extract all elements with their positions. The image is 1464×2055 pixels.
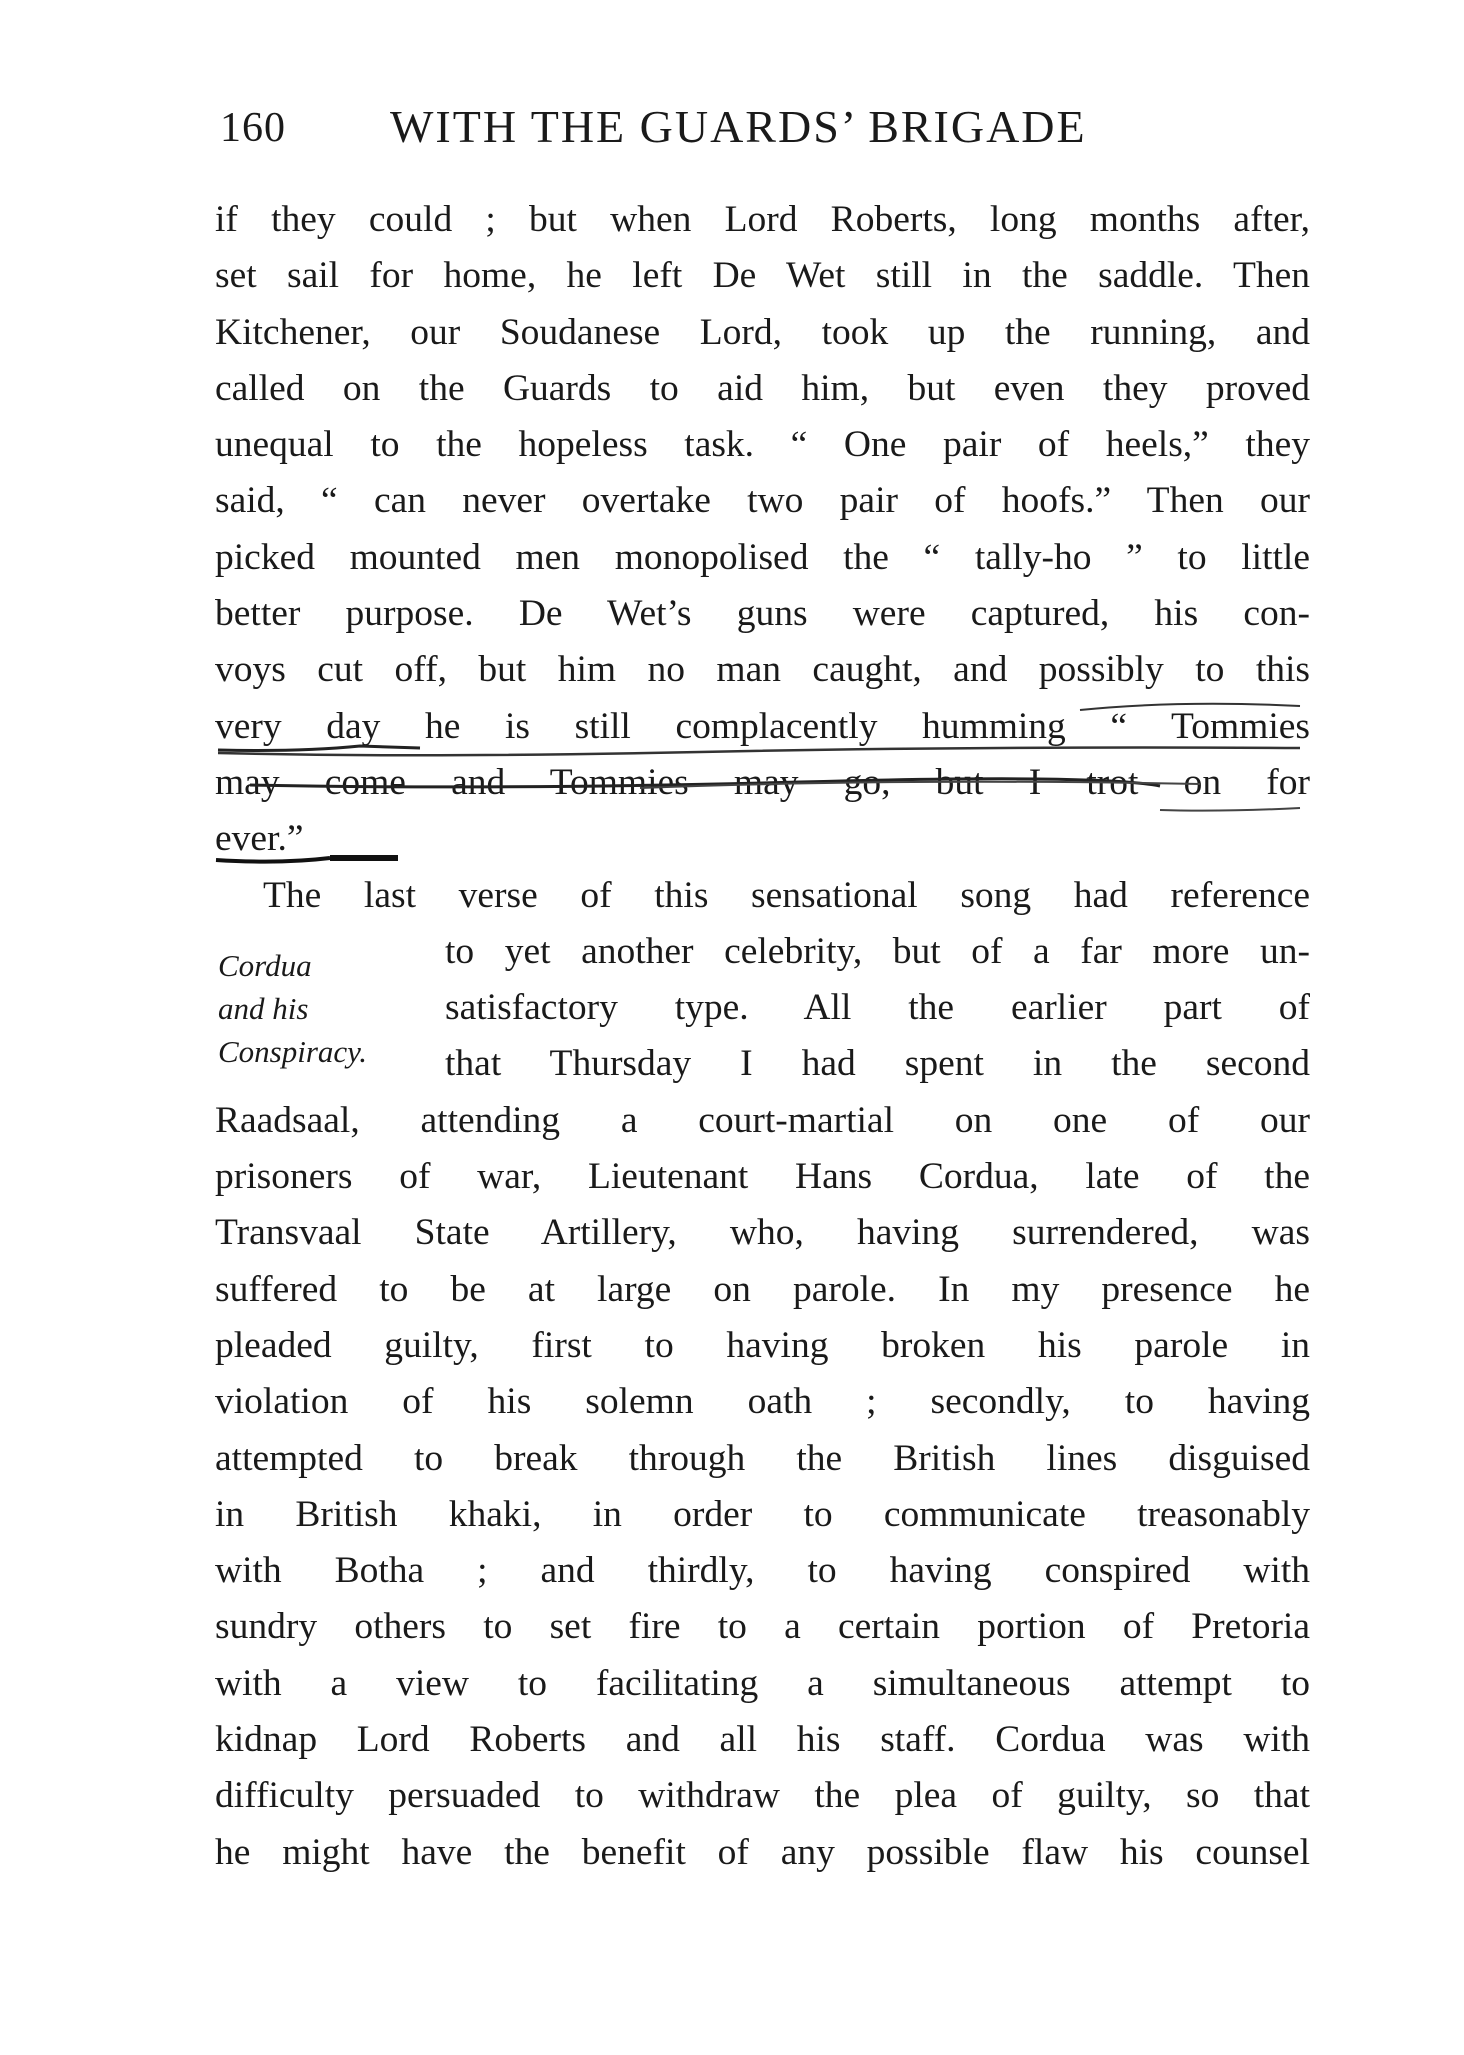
text-line: difficulty persuaded to withdraw the plea of guilty, so that xyxy=(215,1775,1310,1817)
running-head: WITH THE GUARDS’ BRIGADE xyxy=(390,101,1087,152)
text-line: Kitchener, our Soudanese Lord, took up the running, and xyxy=(215,311,1310,353)
margin-sidenote xyxy=(218,944,367,1073)
text-line: with a view to facilitating a simultaneous attempt to xyxy=(215,1662,1310,1704)
text-line: better purpose. De Wet’s guns were captured, his con- xyxy=(215,593,1310,635)
page-number: 160 xyxy=(220,105,286,151)
text-line: attempted to break through the British lines disguised xyxy=(215,1437,1310,1479)
page-header xyxy=(220,100,1320,160)
text-line: if they could ; but when Lord Roberts, long months after, xyxy=(215,199,1310,240)
text-line: Raadsaal, attending a court-martial on one of our xyxy=(215,1099,1310,1141)
text-line: that Thursday I had spent in the second xyxy=(445,1043,1310,1085)
text-line: pleaded guilty, first to having broken his parole in xyxy=(215,1324,1310,1366)
text-line: with Botha ; and thirdly, to having conspired with xyxy=(215,1550,1310,1592)
text-line: voys cut off, but him no man caught, and possibly to this xyxy=(215,649,1310,691)
text-line: unequal to the hopeless task. “ One pair of heels,” they xyxy=(215,424,1310,466)
text-line: picked mounted men monopolised the “ tally-ho ” to little xyxy=(215,536,1310,578)
text-line: in British khaki, in order to communicate treasonably xyxy=(215,1493,1310,1535)
text-line: Transvaal State Artillery, who, having surrendered, was xyxy=(215,1212,1310,1254)
text-line: violation of his solemn oath ; secondly, to having xyxy=(215,1381,1310,1423)
text-line: prisoners of war, Lieutenant Hans Cordua, late of the xyxy=(215,1156,1310,1198)
text-line: sundry others to set fire to a certain portion of Pretoria xyxy=(215,1606,1310,1648)
paragraph-start-line: The last verse of this sensational song had reference xyxy=(263,874,1310,916)
body-text xyxy=(215,192,1310,1881)
text-line: called on the Guards to aid him, but even they proved xyxy=(215,367,1310,409)
text-line: he might have the benefit of any possible flaw his counsel xyxy=(215,1831,1310,1873)
text-line: kidnap Lord Roberts and all his staff. Cordua was with xyxy=(215,1719,1310,1761)
text-line-underlined: ever.” xyxy=(215,818,304,860)
sidenote-line: and his xyxy=(218,991,309,1026)
text-line: suffered to be at large on parole. In my presence he xyxy=(215,1268,1310,1310)
text-line: to yet another celebrity, but of a far more un- xyxy=(445,930,1310,972)
text-line-struck: may come and Tommies may go, but I trot on for xyxy=(215,761,1310,803)
sidenote-line: Cordua xyxy=(218,948,312,983)
text-line-underlined: very day he is still complacently humming “ Tommies xyxy=(215,705,1310,747)
text-line: satisfactory type. All the earlier part of xyxy=(445,987,1310,1029)
sidenote-line: Conspiracy. xyxy=(218,1034,367,1069)
text-line: said, “ can never overtake two pair of hoofs.” Then our xyxy=(215,480,1310,522)
text-line: set sail for home, he left De Wet still in the saddle. Then xyxy=(215,255,1310,297)
